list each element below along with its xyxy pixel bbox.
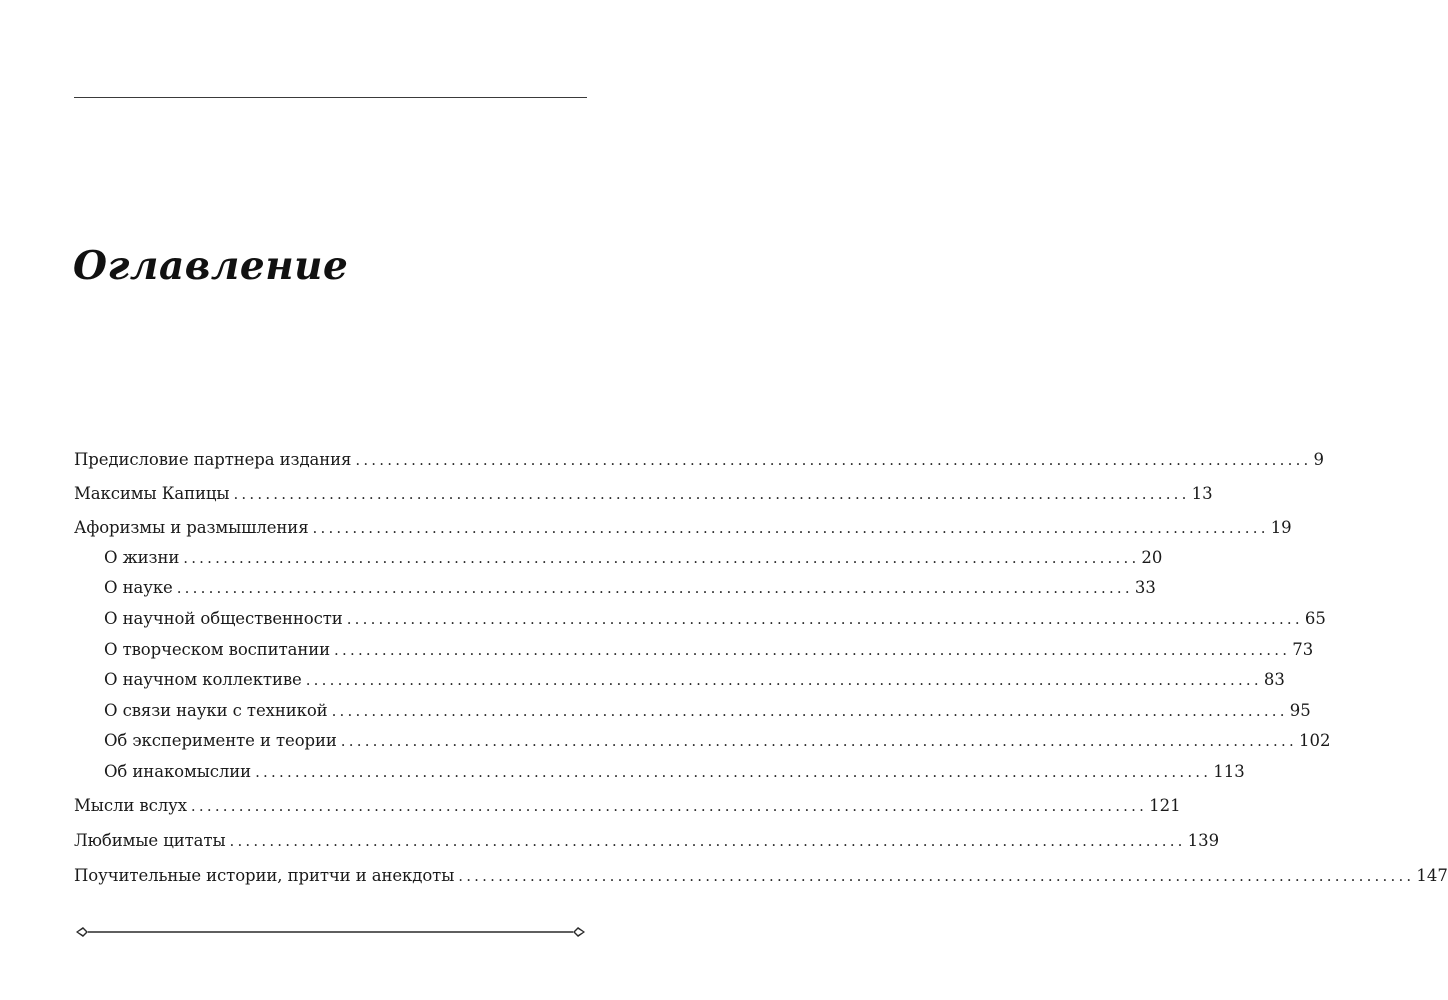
toc-entry-title: О научном коллективе [104,670,302,689]
toc-entry[interactable] [74,518,1292,538]
toc-entry-page: 113 [1213,762,1245,781]
toc-entry[interactable] [104,701,1311,721]
toc-entry[interactable] [104,548,1163,568]
toc-entry[interactable] [74,450,1325,470]
toc-entry-title: Об эксперименте и теории [104,731,337,750]
toc-entry-page: 102 [1298,731,1331,750]
toc-entry-title: О научной общественности [104,609,343,628]
toc-entry-page: 33 [1134,578,1156,597]
toc-leader-dots: ........................................................................................................................ [331,702,1288,720]
toc-entry-page: 73 [1292,640,1314,659]
toc-entry[interactable] [104,670,1285,690]
toc-entry[interactable] [74,484,1213,504]
toc-entry[interactable] [104,609,1326,629]
toc-leader-dots: ........................................................................................................................ [229,832,1186,850]
toc-entry[interactable] [104,731,1331,751]
toc-entry-page: 139 [1187,831,1220,850]
toc-leader-dots: ........................................................................................................................ [190,797,1148,815]
toc-leader-dots: ........................................................................................................................ [458,867,1415,885]
toc-leader-dots: ........................................................................................................................ [183,549,1140,567]
toc-entry-title: Любимые цитаты [74,831,226,850]
toc-entry[interactable] [104,640,1314,660]
toc-entry[interactable] [104,762,1245,782]
toc-entry-title: О связи науки с техникой [104,701,328,720]
table-of-contents [74,0,1448,1000]
toc-entry-title: О науке [104,578,173,597]
toc-leader-dots: ........................................................................................................................ [176,579,1133,597]
toc-leader-dots: ........................................................................................................................ [233,485,1190,503]
toc-entry-title: Максимы Капицы [74,484,230,503]
toc-entry-title: Мысли вслух [74,796,187,815]
toc-leader-dots: ........................................................................................................................ [340,732,1297,750]
toc-entry-page: 19 [1270,518,1292,537]
toc-leader-dots: ........................................................................................................................ [312,519,1269,537]
toc-leader-dots: ........................................................................................................................ [346,610,1303,628]
toc-entry-title: О жизни [104,548,180,567]
toc-entry[interactable] [104,578,1156,598]
toc-entry-page: 65 [1304,609,1326,628]
toc-entry-page: 95 [1289,701,1311,720]
toc-entry-page: 20 [1141,548,1163,567]
toc-leader-dots: ........................................................................................................................ [305,671,1262,689]
toc-entry-page: 13 [1191,484,1213,503]
toc-entry[interactable] [74,796,1181,816]
toc-entry-title: Предисловие партнера издания [74,450,352,469]
toc-leader-dots: ........................................................................................................................ [255,763,1212,781]
toc-entry-page: 147 [1416,866,1448,885]
toc-leader-dots: ........................................................................................................................ [355,451,1312,469]
toc-entry-page: 83 [1263,670,1285,689]
toc-entry-title: О творческом воспитании [104,640,331,659]
bottom-ornament-divider [74,922,587,942]
toc-entry-page: 121 [1149,796,1181,815]
toc-entry[interactable] [74,866,1448,886]
toc-entry-title: Об инакомыслии [104,762,252,781]
toc-leader-dots: ........................................................................................................................ [334,641,1291,659]
toc-entry-title: Поучительные истории, притчи и анекдоты [74,866,455,885]
page-title: Оглавление [73,243,349,289]
toc-entry-page: 9 [1313,450,1325,469]
toc-entry-title: Афоризмы и размышления [74,518,309,537]
toc-entry[interactable] [74,831,1220,851]
